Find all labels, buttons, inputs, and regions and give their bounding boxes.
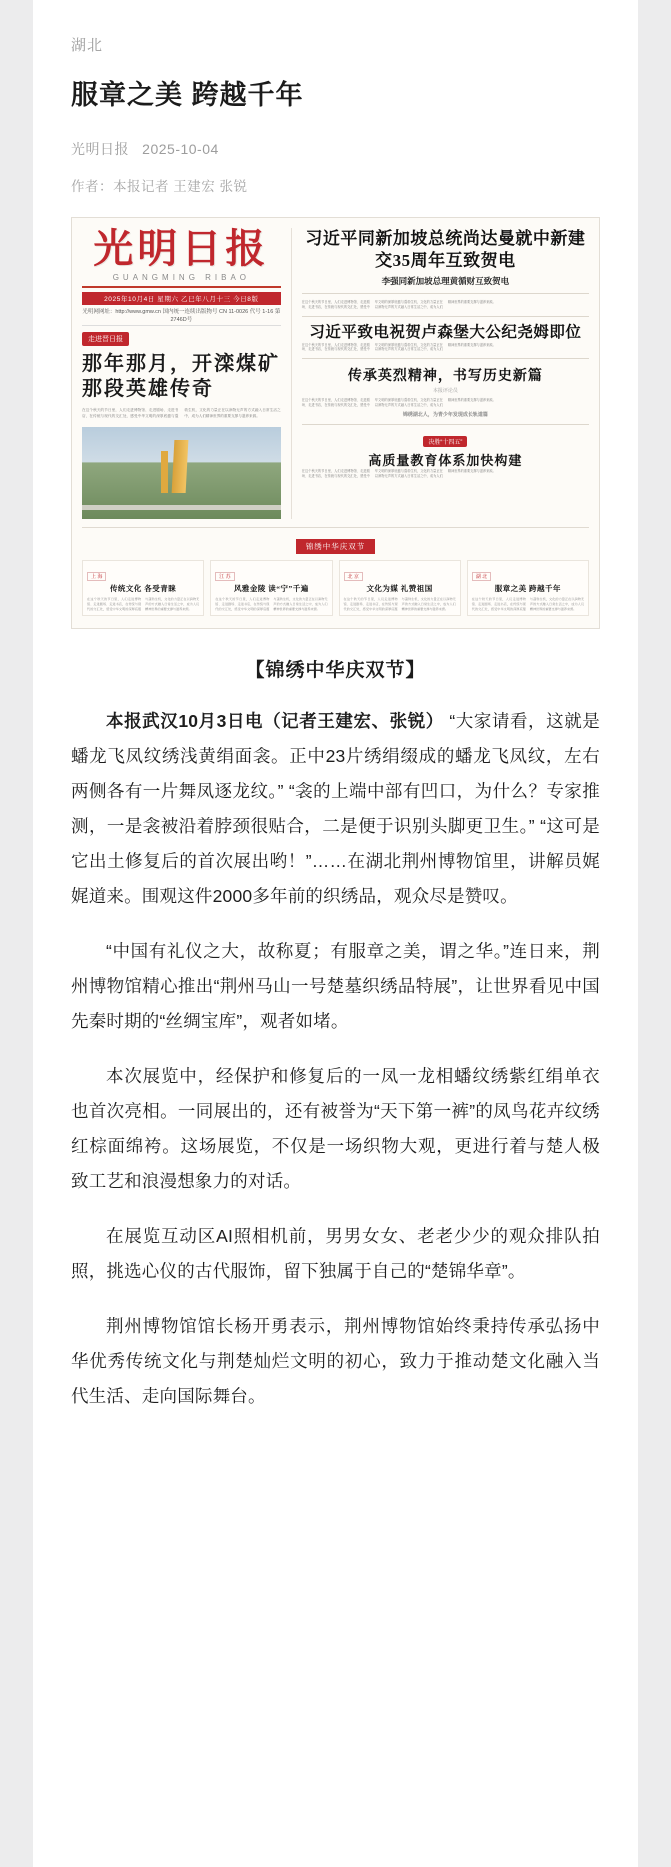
divider [302,293,589,294]
bottom-story-grid [82,560,589,616]
ribbon-label: 锦绣中华庆双节 [296,539,376,554]
masthead-title: 光明日报 [93,226,270,272]
lead-story-headline: 习近平同新加坡总统尚达曼就中新建交35周年互致贺电 [305,229,586,270]
fourth-story-headline: 高质量教育体系加快构建 [368,452,523,468]
column-badge: 走进晋日报 [82,332,129,346]
mine-photo [82,427,281,519]
bottom-story-body: 在这个秋天的节日里，人们走进博物馆、走进剧场、走进书店，在传统与现代的交汇处，感受中华文明的深厚底蕴与蓬勃生机，文化的力量正在以润物无声的方式融入日常生活之中，成为人们精神世界的重要支撑与滋养来源。 [87,597,200,611]
newspaper-top-section [82,228,589,519]
region-kicker: 湖北 [71,37,104,54]
second-story-body: 在这个秋天的节日里，人们走进博物馆、走进剧场、走进书店，在传统与现代的交汇处，感受中华文明的深厚底蕴与蓬勃生机，文化的力量正在以润物无声的方式融入日常生活之中，成为人们精神世界的重要支撑与滋养来源。 [301,342,496,352]
bottom-story-title: 风雅金陵 读“宁”千遍 [233,584,309,594]
photo-tower-shape [172,440,189,493]
masthead-pinyin: GUANGMING RIBAO [112,273,251,283]
masthead-date-bar: 2025年10月4日 星期六 乙巳年八月十三 今日8版 [82,292,281,305]
author-line: 作者：本报记者 王建宏 张锐 [71,179,248,195]
third-story-headline: 传承英烈精神，书写历史新篇 [347,369,543,385]
page-title: 服章之美 跨越千年 [71,80,304,110]
lead-story-body: 在这个秋天的节日里，人们走进博物馆、走进剧场、走进书店，在传统与现代的交汇处，感受中华文明的深厚底蕴与蓬勃生机，文化的力量正在以润物无声的方式融入日常生活之中，成为人们精神世界的重要支撑与滋养来源。 [301,299,496,309]
masthead [82,228,281,288]
masthead-url-bar: 光明网网址：http://www.gmw.cn 国内统一连续出版物号 CN 11-0026 代号 1-16 第2746D号 [82,305,281,326]
source-label: 光明日报 [71,141,129,158]
photo-caption: 锦绣湖北人，为青少年发现成长轨道篇 [402,411,488,418]
article-paragraph: 荆州博物馆馆长杨开勇表示，荆州博物馆始终秉持传承弘扬中华优秀传统文化与荆楚灿烂文明的初心，致力于推动楚文化融入当代生活、走向国际舞台。 [71,1316,600,1407]
feature-headline: 那年那月，开滦煤矿那段英雄传奇 [82,353,280,401]
divider [302,316,589,317]
masthead-column [82,228,281,519]
newspaper-front-page-image [71,217,600,629]
photo-tower-shape-secondary [161,451,168,493]
third-story-body: 在这个秋天的节日里，人们走进博物馆、走进剧场、走进书店，在传统与现代的交汇处，感受中华文明的深厚底蕴与蓬勃生机，文化的力量正在以润物无声的方式融入日常生活之中，成为人们精神世界的重要支撑与滋养来源。 [301,398,496,408]
divider [302,424,589,425]
fourth-story-body: 在这个秋天的节日里，人们走进博物馆、走进剧场、走进书店，在传统与现代的交汇处，感受中华文明的深厚底蕴与蓬勃生机，文化的力量正在以润物无声的方式融入日常生活之中，成为人们精神世界的重要支撑与滋养来源。 [301,468,496,478]
bottom-story-cell [467,560,589,616]
bottom-story-body: 在这个秋天的节日里，人们走进博物馆、走进剧场、走进书店，在传统与现代的交汇处，感受中华文明的深厚底蕴与蓬勃生机，文化的力量正在以润物无声的方式融入日常生活之中，成为人们精神世界的重要支撑与滋养来源。 [215,597,328,611]
lead-story-subheadline: 李强同新加坡总理黄循财互致贺电 [381,275,510,286]
bottom-story-tag: 上 海 [87,572,106,581]
bottom-story-tag: 湖 北 [472,572,491,581]
bottom-story-title: 文化为媒 礼赞祖国 [366,584,433,594]
second-story-headline: 习近平致电祝贺卢森堡大公纪尧姆即位 [309,323,582,341]
series-title: 【锦绣中华庆双节】 [245,660,426,682]
masthead-body-text: 在这个秋天的节日里，人们走进博物馆、走进剧场、走进书店，在传统与现代的交汇处，感受中华文明的深厚底蕴与蓬勃生机，文化的力量正在以润物无声的方式融入日常生活之中，成为人们精神世界的重要支撑与滋养来源。 [82,408,281,418]
article-paragraph: 在展览互动区AI照相机前，男男女女、老老少少的观众排队拍照，挑选心仪的古代服饰，留下独属于自己的“楚锦华章”。 [71,1226,600,1282]
article-paragraph: 本次展览中，经保护和修复后的一凤一龙相蟠纹绣紫红绢单衣也首次亮相。一同展出的，还有被誉为“天下第一裤”的凤鸟花卉纹绣红棕面绵袴。这场展览，不仅是一场织物大观，更进行着与楚人极致工艺和浪漫想象力的对话。 [71,1066,600,1192]
bottom-story-cell [210,560,332,616]
photo-road-shape [82,505,281,510]
newspaper-bottom-section [82,527,589,616]
third-story-byline: 本报评论员 [432,388,458,395]
ribbon-banner [82,536,589,554]
article-paragraph: 本报武汉10月3日电（记者王建宏、张锐） “大家请看，这就是蟠龙飞凤纹绣浅黄绢面衾。正中23片绣绢缀成的蟠龙飞凤纹，左右两侧各有一片舞凤逐龙纹。” “衾的上端中部有凹口，为什么？专家推测，一是衾被沿着脖颈很贴合，二是便于识别头脚更卫生。” “这可是它出土修复后的首次展出哟！”……在湖北荆州博物馆里，讲解员娓娓道来。围观这件2000多年前的织绣品，观众尽是赞叹。 [71,711,600,907]
bottom-story-body: 在这个秋天的节日里，人们走进博物馆、走进剧场、走进书店，在传统与现代的交汇处，感受中华文明的深厚底蕴与蓬勃生机，文化的力量正在以润物无声的方式融入日常生活之中，成为人们精神世界的重要支撑与滋养来源。 [343,597,456,611]
bottom-story-tag: 江 苏 [215,572,234,581]
article-paragraph: “中国有礼仪之大，故称夏；有服章之美，谓之华。”连日来，荆州博物馆精心推出“荆州马山一号楚墓织绣品特展”，让世界看见中国先秦时期的“丝绸宝库”，观者如堵。 [71,941,600,1032]
news-column [291,228,589,519]
divider [302,358,589,359]
bottom-story-body: 在这个秋天的节日里，人们走进博物馆、走进剧场、走进书店，在传统与现代的交汇处，感受中华文明的深厚底蕴与蓬勃生机，文化的力量正在以润物无声的方式融入日常生活之中，成为人们精神世界的重要支撑与滋养来源。 [471,597,584,611]
article-meta [71,139,600,159]
article-sheet [33,0,638,1867]
bottom-story-cell [82,560,204,616]
bottom-story-cell [339,560,461,616]
bottom-story-tag: 北 京 [344,572,363,581]
decade-tag: 决胜“十四五” [423,436,467,447]
bottom-story-title: 服章之美 跨越千年 [494,584,562,594]
bottom-story-title: 传统文化 各受青睐 [109,584,177,594]
publish-date: 2025-10-04 [142,141,219,158]
